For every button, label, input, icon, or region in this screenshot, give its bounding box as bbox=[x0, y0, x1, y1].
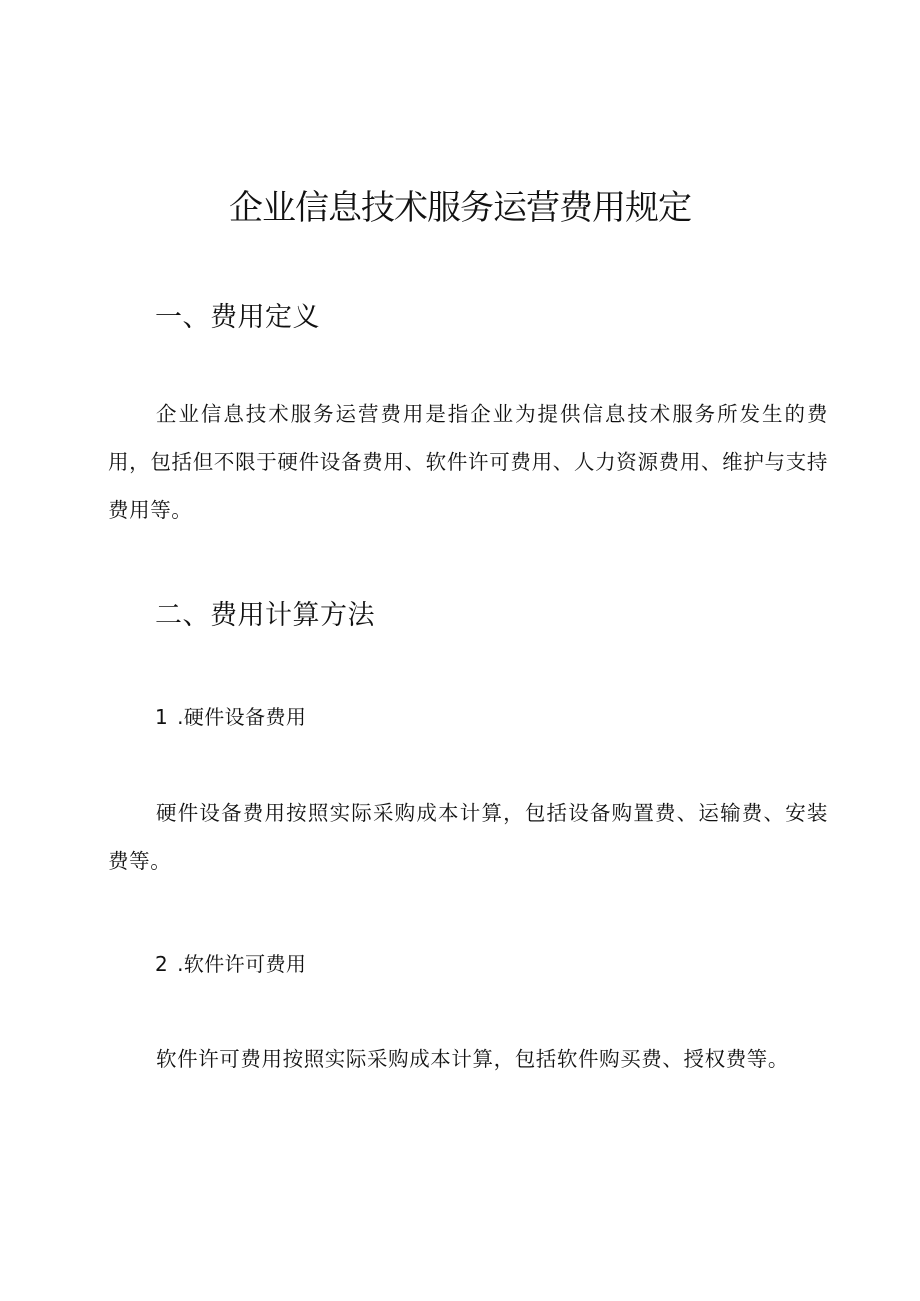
subheading-label: .软件许可费用 bbox=[177, 952, 307, 976]
section-heading-definition: 一、费用定义 bbox=[155, 302, 320, 333]
section-heading-calculation: 二、费用计算方法 bbox=[155, 600, 375, 631]
subheading-number: 1 bbox=[155, 705, 169, 729]
paragraph-hardware: 硬件设备费用按照实际采购成本计算，包括设备购置费、运输费、安装费等。 bbox=[108, 801, 828, 873]
document-title: 企业信息技术服务运营费用规定 bbox=[229, 188, 691, 228]
paragraph-software: 软件许可费用按照实际采购成本计算，包括软件购买费、授权费等。 bbox=[156, 1047, 789, 1071]
subheading-label: .硬件设备费用 bbox=[177, 705, 307, 729]
subheading-hardware bbox=[155, 702, 306, 732]
subheading-software bbox=[155, 949, 306, 979]
subheading-number: 2 bbox=[155, 952, 169, 976]
paragraph-definition: 企业信息技术服务运营费用是指企业为提供信息技术服务所发生的费用，包括但不限于硬件设备费用、软件许可费用、人力资源费用、维护与支持费用等。 bbox=[108, 402, 828, 522]
